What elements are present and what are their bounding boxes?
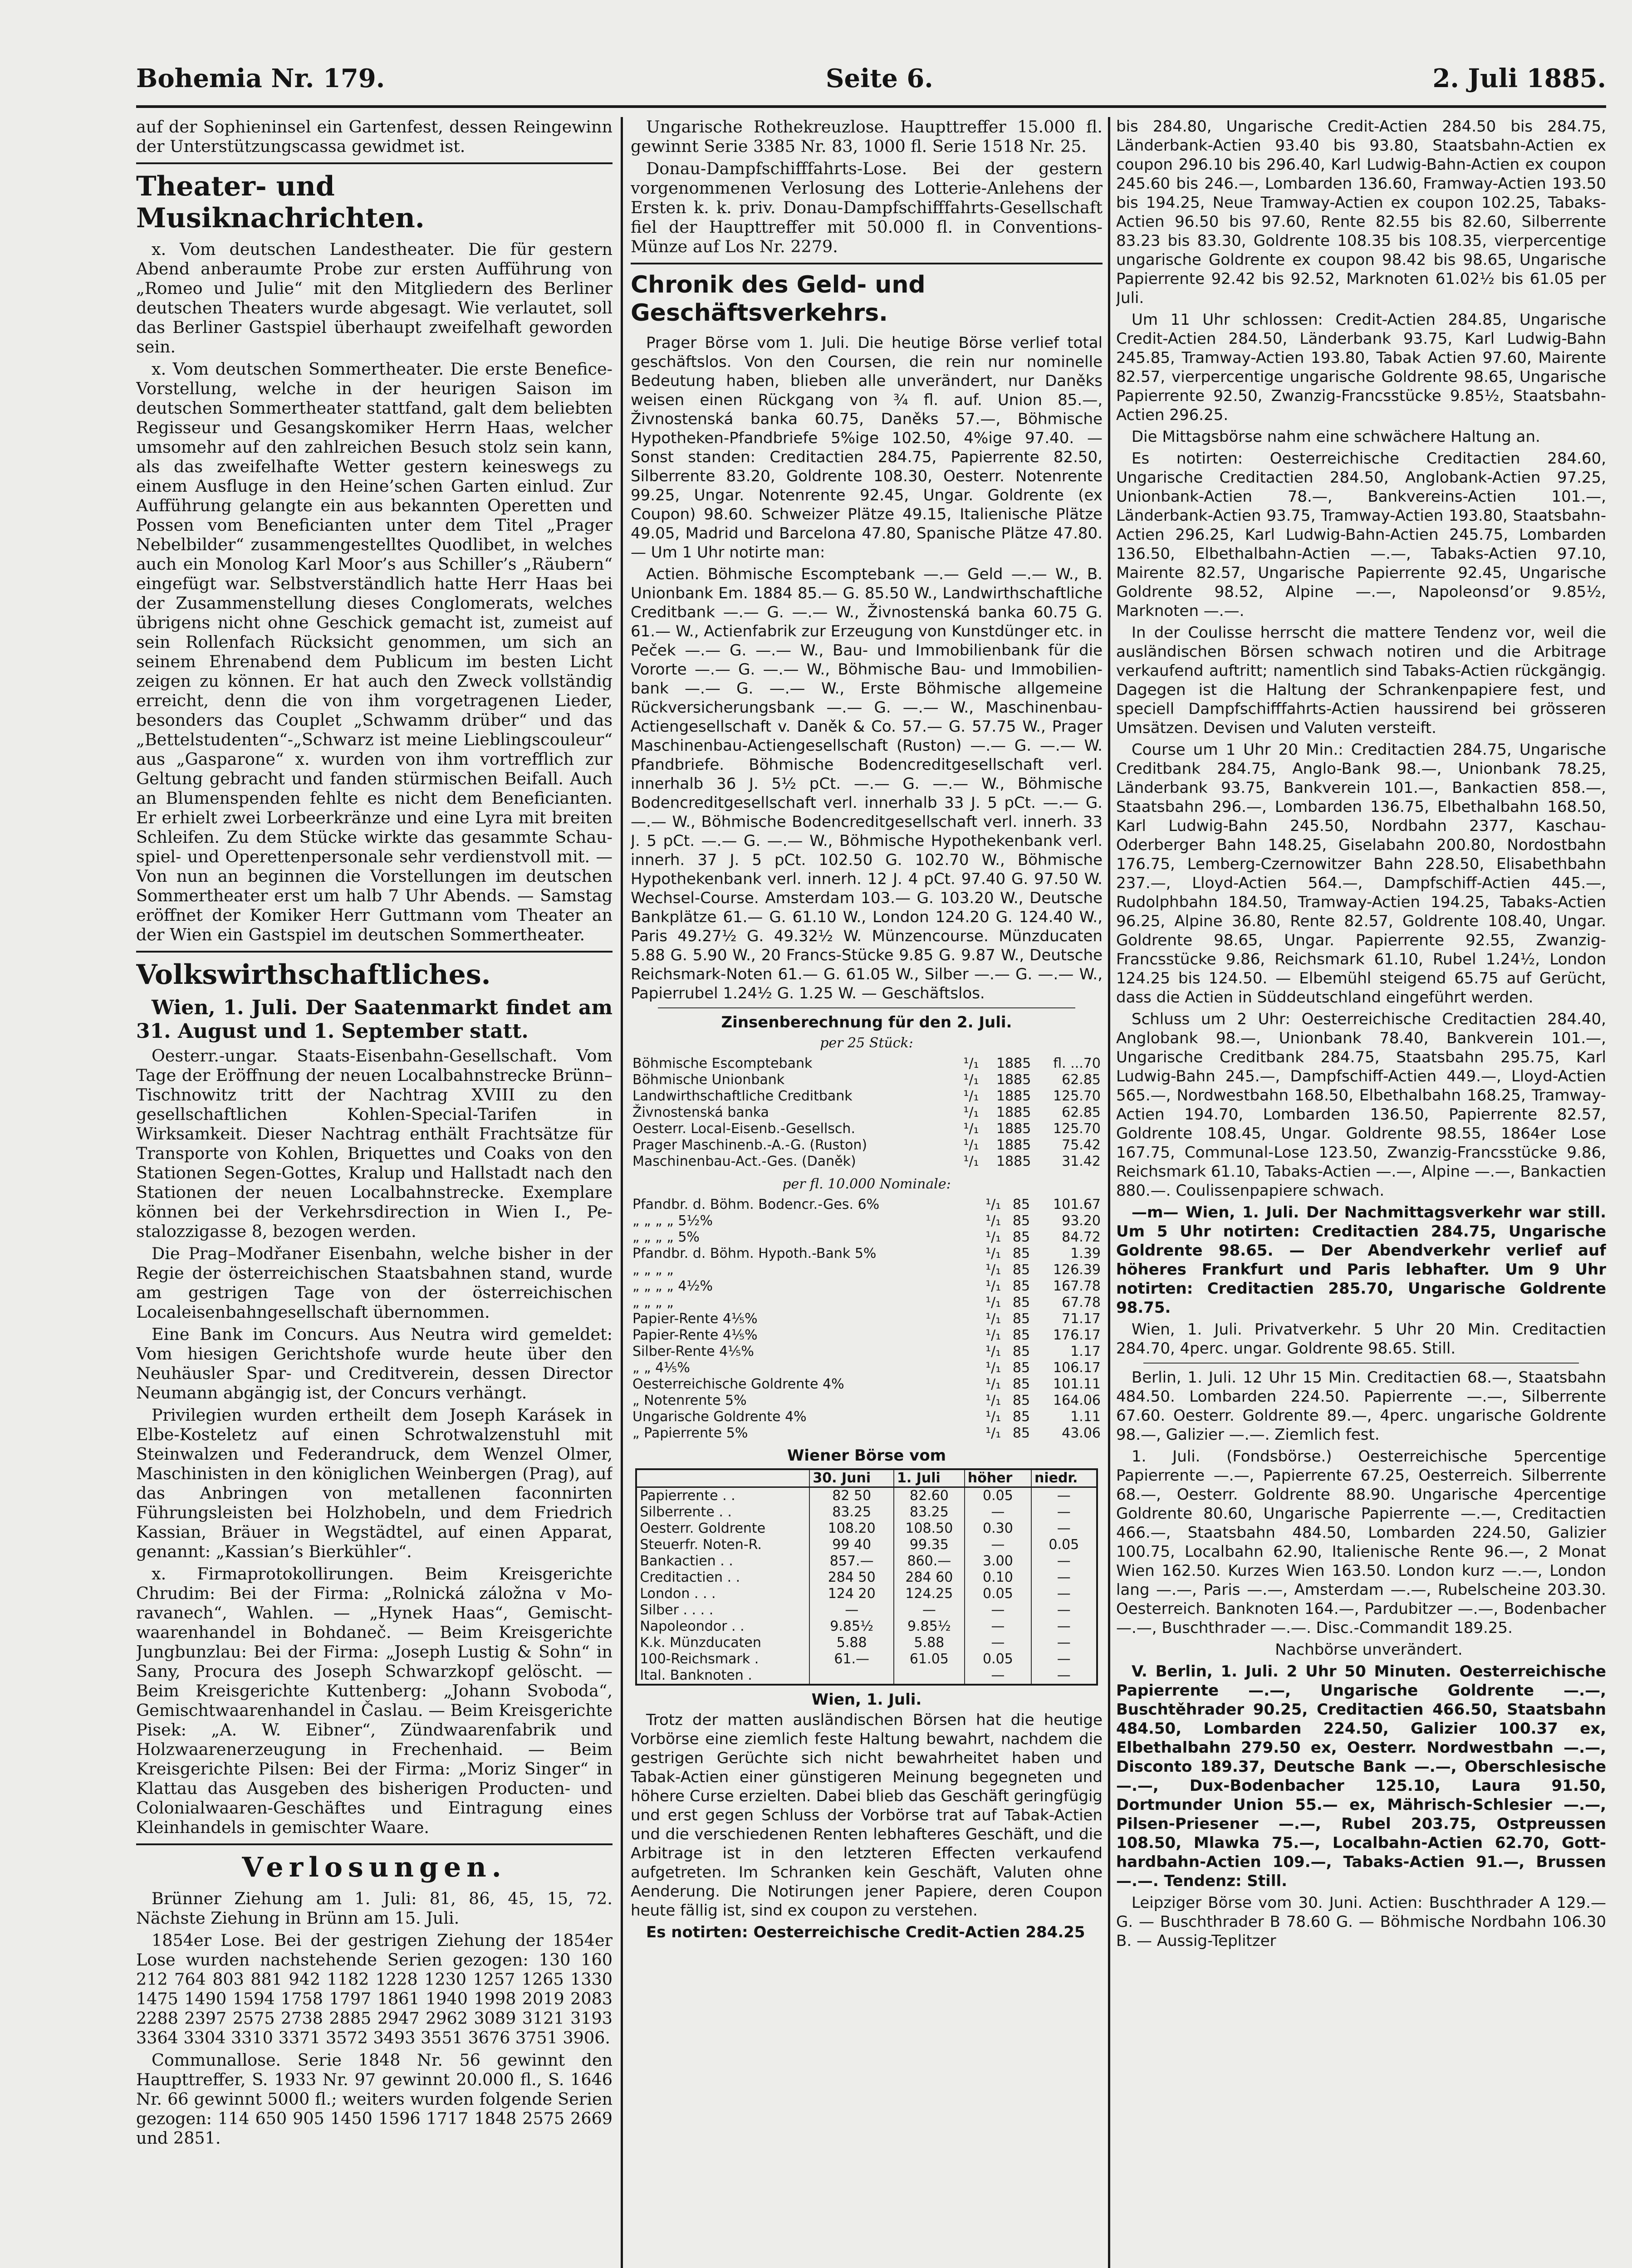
table-cell: 85 xyxy=(1012,1327,1030,1343)
interest-row xyxy=(631,1360,1103,1376)
table-cell: Papier-Rente 4⅕% xyxy=(632,1327,758,1343)
table-cell: ¹/₁ xyxy=(963,1121,979,1137)
table-cell: ¹/₁ xyxy=(963,1105,979,1120)
column-header xyxy=(636,1469,809,1487)
paragraph: Trotz der matten ausländischen Börsen hat die heutige Vorbörse eine ziemlich feste Haltung bewahrt, nachdem die gestrigen Gerüchte sich nicht bewahrheitet haben und Tabak-Actien einer günstigeren Meinung begegneten und höhere Curse erzielten. Dabei blieb das Geschäft geringfügig und erst gegen Schluss der Vorbörse trat auf Tabak-Actien und die verschiedenen Renten lebhafteres Geschäft, und die Arbitrage ist in den letzteren Effecten verkaufend aufgetreten. Im Schranken kein Geschäft, Valuten ohne Aenderung. Die Notirungen jener Papiere, deren Coupon heute fällig ist, sind ex coupon zu verstehen. xyxy=(631,1711,1103,1920)
exchange-row xyxy=(636,1520,1097,1537)
table-cell: 125.70 xyxy=(1053,1088,1101,1104)
table-cell: — xyxy=(965,1504,1031,1520)
table-cell: 1885 xyxy=(996,1072,1031,1088)
interest-row xyxy=(631,1197,1103,1213)
exchange-row xyxy=(636,1537,1097,1553)
paragraph: Es notirten: Oesterreichische Credit-Actien 284.25 xyxy=(646,1923,1085,1941)
table-cell: Oesterreichische Goldrente 4% xyxy=(632,1376,844,1392)
column-2 xyxy=(631,117,1103,2268)
table-cell: 93.20 xyxy=(1062,1213,1101,1229)
table-cell: ¹/₁ xyxy=(963,1154,979,1169)
table-cell: 176.17 xyxy=(1053,1327,1101,1343)
table-cell: Živnostenská banka xyxy=(632,1105,769,1120)
column-header: 30. Juni xyxy=(809,1469,894,1487)
table-cell: 0.30 xyxy=(965,1520,1031,1537)
table-cell: 84.72 xyxy=(1062,1229,1101,1245)
table-cell: London . . . xyxy=(636,1586,809,1602)
column-3 xyxy=(1116,117,1606,2268)
table-cell: fl. ...70 xyxy=(1053,1056,1101,1071)
table-cell: Silber-Rente 4⅕% xyxy=(632,1344,754,1359)
header-page-number: Seite 6. xyxy=(826,64,933,93)
interest-row xyxy=(631,1121,1103,1137)
table-cell: 284 60 xyxy=(894,1569,965,1586)
paragraph: Die Mittagsbörse nahm eine schwächere Haltung an. xyxy=(1132,428,1540,446)
table-cell: „ Notenrente 5% xyxy=(632,1393,747,1408)
interest-row xyxy=(631,1262,1103,1278)
paragraph: Wien, 1. Juli. Privatverkehr. 5 Uhr 20 Min. Creditactien 284.70, 4perc. ungar. Goldrente 98.65. Still. xyxy=(1116,1320,1606,1358)
table-cell: ¹/₁ xyxy=(985,1327,1001,1343)
table-cell: 1.39 xyxy=(1070,1246,1101,1261)
table-cell: ¹/₁ xyxy=(985,1262,1001,1278)
table-cell: 99.35 xyxy=(894,1537,965,1553)
section-heading-economy: Volkswirthschaftliches. xyxy=(136,959,491,991)
table-cell: Napoleondor . . xyxy=(636,1618,809,1635)
table-cell: ¹/₁ xyxy=(963,1056,979,1071)
paragraph: x. Vom deutschen Landestheater. Die für gestern Abend anberaumte Probe zur ersten Aufführung von „Romeo und Julie“ mit den Mitgliedern des Berliner deutschen Theaters wurde abgesagt. Wie verlautet, soll das Berliner Gastspiel überhaupt zweifelhaft geworden sein. xyxy=(136,240,613,357)
table-cell: 85 xyxy=(1012,1360,1030,1376)
interest-row xyxy=(631,1246,1103,1262)
table-cell: 9.85½ xyxy=(809,1618,894,1635)
table-cell: ¹/₁ xyxy=(985,1425,1001,1441)
table-cell: ¹/₁ xyxy=(985,1229,1001,1245)
table-cell: — xyxy=(1031,1520,1097,1537)
table-cell: 43.06 xyxy=(1062,1425,1101,1441)
table-cell: ¹/₁ xyxy=(963,1137,979,1153)
table-cell: Silberrente . . xyxy=(636,1504,809,1520)
vienna-exchange-title: Wiener Börse vom xyxy=(787,1447,946,1465)
table-cell: Böhmische Escomptebank xyxy=(632,1056,813,1071)
table-cell: 101.67 xyxy=(1053,1197,1101,1212)
table-cell: 62.85 xyxy=(1062,1105,1101,1120)
table-cell: 85 xyxy=(1012,1213,1030,1229)
table-cell: 3.00 xyxy=(965,1553,1031,1569)
paragraph: Ungarische Rothekreuzlose. Haupttreffer 15.000 fl. gewinnt Serie 3385 Nr. 83, 1000 fl. Serie 1518 Nr. 25. xyxy=(631,117,1103,156)
table-cell: 124 20 xyxy=(809,1586,894,1602)
table-cell: 1885 xyxy=(996,1121,1031,1137)
table-cell: ¹/₁ xyxy=(985,1393,1001,1408)
column-header: niedr. xyxy=(1031,1469,1097,1487)
table-cell: Steuerfr. Noten-R. xyxy=(636,1537,809,1553)
table-cell: 85 xyxy=(1012,1409,1030,1425)
table-cell: ¹/₁ xyxy=(985,1376,1001,1392)
table-cell: 67.78 xyxy=(1062,1295,1101,1310)
exchange-row xyxy=(636,1667,1097,1685)
table-cell: — xyxy=(1031,1667,1097,1685)
section-rule xyxy=(136,951,613,953)
header-date: 2. Juli 1885. xyxy=(1432,64,1606,93)
lead-paragraph: Wien, 1. Juli. Der Saatenmarkt findet am 31. August und 1. September statt. xyxy=(136,996,613,1043)
column-header: höher xyxy=(965,1469,1031,1487)
section-rule xyxy=(136,162,613,164)
paragraph: Berlin, 1. Juli. 12 Uhr 15 Min. Creditactien 68.—, Staatsbahn 484.50. Lombarden 224.50. Papierrente —.—, Silberrente 67.60. Oesterr. Goldrente 89.—, 4perc. ungarische Goldrente 98.—, Galizier —.—. Ziemlich fest. xyxy=(1116,1369,1606,1444)
table-cell: 85 xyxy=(1012,1197,1030,1212)
table-cell: 126.39 xyxy=(1053,1262,1101,1278)
table-cell: — xyxy=(1031,1586,1097,1602)
interest-row xyxy=(631,1137,1103,1154)
table-cell: ¹/₁ xyxy=(985,1311,1001,1327)
header-issue: Bohemia Nr. 179. xyxy=(136,64,385,93)
interest-row xyxy=(631,1278,1103,1295)
table-cell: 82 50 xyxy=(809,1487,894,1505)
interest-row xyxy=(631,1393,1103,1409)
table-cell: 82.60 xyxy=(894,1487,965,1505)
interest-row xyxy=(631,1425,1103,1442)
paragraph: Eine Bank im Concurs. Aus Neutra wird gemeldet: Vom hiesigen Gerichtshofe wurde heute über den Neuhäusler Spar- und Creditverein, dessen Director Neumann abgängig ist, der Concurs verhängt. xyxy=(136,1325,613,1403)
table-cell: 860.— xyxy=(894,1553,965,1569)
table-cell: „ „ „ „ xyxy=(632,1295,674,1310)
table-cell: 5.88 xyxy=(894,1635,965,1651)
table-cell: — xyxy=(1031,1569,1097,1586)
table-cell: 125.70 xyxy=(1053,1121,1101,1137)
column-divider xyxy=(1108,117,1110,2268)
table-cell: 1885 xyxy=(996,1088,1031,1104)
exchange-row xyxy=(636,1569,1097,1586)
column-1 xyxy=(136,117,613,2268)
exchange-row xyxy=(636,1651,1097,1667)
paragraph: auf der Sophieninsel ein Gartenfest, dessen Reingewinn der Unterstützungscassa gewidmet ist. xyxy=(136,117,613,156)
table-cell xyxy=(894,1667,965,1685)
table-cell: — xyxy=(965,1602,1031,1618)
table-cell: 85 xyxy=(1012,1376,1030,1392)
column-divider xyxy=(621,117,623,2268)
exchange-row xyxy=(636,1635,1097,1651)
paragraph: x. Firmaprotokollirungen. Beim Kreisgerichte Chrudim: Bei der Firma: „Rolnická záložna v Moravanech“, Wahlen. — „Hynek Haas“, Gemischtwaarenhandel in Bohdaneč. — Beim Kreisgerichte Jungbunzlau: Bei der Firma: „Joseph Lustig & Sohn“ in Sany, Procura des Joseph Schwarzkopf gelöscht. — Beim Kreisgerichte Kuttenberg: „Johann Svoboda“, Gemischtwaarenhandel in Časlau. — Beim Kreisgerichte Pisek: „A. W. Eibner“, Zündwaarenfabrik und Holzwaarenerzeugung in Frechenhaid. — Beim Kreisgerichte Pilsen: Bei der Firma: „Moriz Singer“ in Klattau das Ausgeben des bisherigen Producten- und Colonialwaaren-Geschäftes und Eintragung eines Kleinhandels in gemischter Waare. xyxy=(136,1564,613,1837)
vienna-report-title: Wien, 1. Juli. xyxy=(811,1691,922,1709)
table-cell: „ „ „ „ xyxy=(632,1262,674,1278)
paragraph: Die Prag–Modřaner Eisenbahn, welche bisher in der Regie der österreichischen Staatsbahnen stand, wurde am gestrigen Tage von der österreichischen Localeisenbahngesellschaft übernommen. xyxy=(136,1244,613,1322)
interest-row xyxy=(631,1229,1103,1246)
vienna-exchange-table xyxy=(635,1468,1098,1686)
table-cell: 108.20 xyxy=(809,1520,894,1537)
table-cell: 85 xyxy=(1012,1295,1030,1310)
column-header: 1. Juli xyxy=(894,1469,965,1487)
exchange-row xyxy=(636,1602,1097,1618)
table-cell: Oesterr. Goldrente xyxy=(636,1520,809,1537)
table-cell: Landwirthschaftliche Creditbank xyxy=(632,1088,853,1104)
table-cell: 85 xyxy=(1012,1425,1030,1441)
table-cell: 1.17 xyxy=(1070,1344,1101,1359)
table-cell: 0.10 xyxy=(965,1569,1031,1586)
paragraph: Es notirten: Oesterreichische Creditactien 284.60, Ungarische Creditactien 284.50, Anglobank-Actien 97.25, Unionbank-Actien 78.—, Bankvereins-Actien 101.—, Länderbank-Actien 93.75, Tramway-Actien 193.80, Staatsbahn-Actien 296.25, Karl Ludwig-Bahn-Actien 245.75, Lombarden 136.50, Elbethalbahn-Actien —.—, Tabaks-Actien 97.10, Mairente 82.57, Ungarische Papierrente 92.45, Ungarische Goldrente 98.52, Alpine —.—, Napoleonsd’or 9.85½, Marknoten —.—. xyxy=(1116,450,1606,620)
table-cell: — xyxy=(1031,1553,1097,1569)
table-cell: Bankactien . . xyxy=(636,1553,809,1569)
table-cell: 124.25 xyxy=(894,1586,965,1602)
interest-table-title: Zinsenberechnung für den 2. Juli. xyxy=(721,1013,1012,1031)
table-cell: 75.42 xyxy=(1062,1137,1101,1153)
table-cell: — xyxy=(1031,1618,1097,1635)
table-cell: — xyxy=(965,1667,1031,1685)
interest-row xyxy=(631,1344,1103,1360)
interest-row xyxy=(631,1376,1103,1393)
interest-row xyxy=(631,1327,1103,1344)
paragraph: Leipziger Börse vom 30. Juni. Actien: Buschthrader A 129.— G. — Buschthrader B 78.60 G. — Böhmische Nordbahn 106.30 B. — Aussig-Teplitzer xyxy=(1116,1894,1606,1950)
table-cell: 164.06 xyxy=(1053,1393,1101,1408)
paragraph: Actien. Böhmische Escomptebank —.— Geld —.— W., B. Unionbank Em. 1884 85.— G. 85.50 W., Landwirthschaftliche Creditbank —.— G. —.— W., Živnostenská banka 60.75 G. 61.— W., Actienfabrik zur Erzeugung von Kunstdünger etc. in Peček —.— G. —.— W., Bau- und Immobilienbank für die Vororte —.— G. —.— W., Böhmische Bau- und Immobilienbank —.— G. —.— W., Erste Böhmische allgemeine Rückversicherungsbank —.— G. —.— W., Maschinenbau-Actiengesellschaft v. Daněk & Co. 57.— G. 57.75 W., Prager Maschinenbau-Actiengesellschaft (Ruston) —.— G. —.— W. Pfandbriefe. Böhmische Bodencreditgesellschaft verl. innerhalb 36 J. 5½ pCt. —.— G. —.— W., Böhmische Bodencreditgesellschaft verl. innerhalb 33 J. 5 pCt. —.— G. —.— W., Böhmische Bodencreditgesellschaft verl. innerh. 33 J. 5 pCt. —.— G. —.— W., Böhmische Hypothekenbank verl. innerh. 37 J. 5 pCt. 102.50 G. 102.70 W., Böhmische Hypothekenbank verl. innerh. 12 J. 4 pCt. 97.40 G. 97.50 W. Wechsel-Course. Amsterdam 103.— G. 103.20 W., Deutsche Bankplätze 61.— G. 61.10 W., London 124.20 G. 124.40 W., Paris 49.27½ G. 49.32½ W. Münzencourse. Münzducaten 5.88 G. 5.90 W., 20 Francs-Stücke 9.85 G. 9.87 W., Deutsche Reichsmark-Noten 61.— G. 61.05 W., Silber —.— G. —.— W., Papierrubel 1.24½ G. 1.25 W. — Geschäftslos. xyxy=(631,565,1103,1002)
interest-table-subtitle: per fl. 10.000 Nominale: xyxy=(782,1176,951,1192)
paragraph: Um 11 Uhr schlossen: Credit-Actien 284.85, Ungarische Credit-Actien 284.50, Länderbank 93.75, Karl Ludwig-Bahn 245.85, Tramway-Actien 193.80, Tabak Actien 97.60, Mairente 82.57, vierpercentige ungarische Goldrente 98.65, Ungarische Papierrente 92.50, Zwanzig-Francsstücke 9.85½, Staatsbahn-Actien 296.25. xyxy=(1116,311,1606,424)
paragraph: x. Vom deutschen Sommertheater. Die erste Benefice-Vorstellung, welche in der heurigen Saison im deutschen Sommertheater stattfand, galt dem beliebten Regisseur und Gesangskomiker Herrn Haas, welcher umsomehr auf den zahlreichen Besuch stolz sein kann, als das zweifelhafte Wetter gestern keineswegs zu einem Ausfluge in den Heine’schen Garten einlud. Zur Aufführung gelangte ein aus bekannten Operetten und Possen vom Beneficianten unter dem Titel „Prager Nebelbilder“ zusammengestelltes Quodlibet, in welches auch ein Monolog Karl Moor’s aus Schiller’s „Räubern“ eingefügt war. Selbstverständlich hatte Herr Haas bei der Zusammenstellung dieses Conglomerats, welches übrigens nicht ohne Geschick gemacht ist, zumeist auf sein Rollenfach Rücksicht genommen, um sich an seinem Ehrenabend dem Publicum im besten Licht zeigen zu können. Er hat auch den Zweck vollständig erreicht, denn die von ihm vorgetragenen Lieder, besonders das Couplet „Schwamm drüber“ und das „Bettelstudenten“-„Schwarz ist meine Lieblingscouleur“ aus „Gasparone“ x. wurden von ihm vortrefflich zur Geltung gebracht und fanden stürmischen Beifall. Auch an Blumenspenden fehlte es nicht dem Beneficianten. Er erhielt zwei Lorbeerkränze und eine Lyra mit breiten Schleifen. Zu dem Stücke wirkte das gesammte Schauspiel- und Operettenpersonale sehr verdienstvoll mit. — Von nun an beginnen die Vorstellungen im deutschen Sommertheater erst um halb 7 Uhr Abends. — Samstag eröffnet der Komiker Herr Guttmann vom Theater an der Wien ein Gastspiel im deutschen Sommertheater. xyxy=(136,359,613,944)
table-cell: Silber . . . . xyxy=(636,1602,809,1618)
section-heading-theater: Theater- und Musiknachrichten. xyxy=(136,171,425,234)
table-cell: — xyxy=(965,1537,1031,1553)
table-cell: Ungarische Goldrente 4% xyxy=(632,1409,807,1425)
table-cell: Papierrente . . xyxy=(636,1487,809,1505)
table-cell: „ „ 4⅕% xyxy=(632,1360,690,1376)
interest-table-nominal xyxy=(631,1197,1103,1442)
table-cell: 0.05 xyxy=(965,1487,1031,1505)
table-cell: — xyxy=(1031,1651,1097,1667)
exchange-row xyxy=(636,1553,1097,1569)
table-cell: ¹/₁ xyxy=(985,1344,1001,1359)
table-cell: „ Papierrente 5% xyxy=(632,1425,748,1441)
interest-row xyxy=(631,1409,1103,1425)
paragraph: bis 284.80, Ungarische Credit-Actien 284.50 bis 284.75, Länderbank-Actien 93.40 bis 93.80, Staatsbahn-Actien ex coupon 296.10 bis 296.40, Karl Ludwig-Bahn-Actien ex coupon 245.60 bis 246.—, Lombarden 136.60, Framway-Actien 193.50 bis 194.25, Neue Tramway-Actien ex coupon 102.25, Tabaks-Actien 96.50 bis 97.60, Rente 82.55 bis 82.60, Silberrente 83.23 bis 83.30, Goldrente 108.35 bis 108.35, vierpercentige ungarische Goldrente ex coupon 98.42 bis 98.65, Ungarische Papierrente 92.42 bis 92.52, Marknoten 61.02½ bis 61.05 per Juli. xyxy=(1116,117,1606,307)
table-cell: — xyxy=(1031,1635,1097,1651)
paragraph: Schluss um 2 Uhr: Oesterreichische Creditactien 284.40, Anglobank 98.—, Unionbank 78.40, Bankverein 101.—, Ungarische Creditbank 284.75, Staatsbahn 295.75, Karl Ludwig-Bahn 245.—, Dampfschiff-Actien 449.—, Lloyd-Actien 565.—, Nordwestbahn 168.50, Elbethalbahn 168.25, Tramway-Actien 194.70, Lombarden 136.50, Papierrente 82.57, Goldrente 108.45, Ungar. Goldrente 98.55, 1864er Lose 167.75, Communal-Lose 123.50, Zwanzig-Francsstücke 9.86, Reichsmark 61.10, Tabaks-Actien —.—, Alpine —.—, Bankactien 880.—. Coulissenpapiere schwach. xyxy=(1116,1010,1606,1200)
table-cell: 71.17 xyxy=(1062,1311,1101,1327)
interest-row xyxy=(631,1072,1103,1088)
paragraph: Nachbörse unverändert. xyxy=(1275,1641,1463,1659)
table-cell: Papier-Rente 4⅕% xyxy=(632,1311,758,1327)
table-cell: 1885 xyxy=(996,1105,1031,1120)
table-cell: Ital. Banknoten . xyxy=(636,1667,809,1685)
interest-table xyxy=(631,1056,1103,1170)
table-cell: 1885 xyxy=(996,1137,1031,1153)
exchange-row xyxy=(636,1586,1097,1602)
section-heading-lottery: Verlosungen. xyxy=(242,1852,507,1883)
table-cell: 167.78 xyxy=(1053,1278,1101,1294)
table-cell: 61.— xyxy=(809,1651,894,1667)
section-rule xyxy=(631,263,1103,264)
table-cell: Böhmische Unionbank xyxy=(632,1072,785,1088)
table-cell: ¹/₁ xyxy=(985,1360,1001,1376)
table-cell: Prager Maschinenb.-A.-G. (Ruston) xyxy=(632,1137,867,1153)
table-cell: Creditactien . . xyxy=(636,1569,809,1586)
table-cell: „ „ „ „ 4½% xyxy=(632,1278,713,1294)
table-cell: — xyxy=(894,1602,965,1618)
table-cell: — xyxy=(1031,1602,1097,1618)
table-cell: 85 xyxy=(1012,1262,1030,1278)
interest-table-subtitle: per 25 Stück: xyxy=(820,1035,913,1051)
table-cell: 1885 xyxy=(996,1056,1031,1071)
paragraph: Communallose. Serie 1848 Nr. 56 gewinnt den Haupttreffer, S. 1933 Nr. 97 gewinnt 20.000 fl., S. 1646 Nr. 66 gewinnt 5000 fl.; weiters wurden folgende Serien gezogen: 114 650 905 1450 1596 1717 1848 2575 2669 und 2851. xyxy=(136,2050,613,2148)
exchange-row xyxy=(636,1618,1097,1635)
table-cell: 85 xyxy=(1012,1311,1030,1327)
table-cell: „ „ „ „ 5% xyxy=(632,1229,700,1245)
table-cell: 99 40 xyxy=(809,1537,894,1553)
running-header xyxy=(136,64,1606,100)
paragraph: Prager Börse vom 1. Juli. Die heutige Börse verlief total geschäftslos. Von den Coursen, die rein nur nominelle Bedeutung haben, blieben alle unverändert, nur Daněks weisen einen Rückgang von ¾ fl. auf. Union 85.—, Živnostenská banka 60.75, Daněks 57.—, Böhmische Hypotheken-Pfandbriefe 5%ige 102.50, 4%ige 97.40. — Sonst standen: Creditactien 284.75, Papierrente 82.50, Silberrente 83.20, Goldrente 108.30, Oesterr. Notenrente 99.25, Ungar. Notenrente 92.45, Ungar. Goldrente (ex Coupon) 98.60. Schweizer Plätze 49.15, Italienische Plätze 49.05, Madrid und Barcelona 47.80, Spanische Plätze 47.80. — Um 1 Uhr notirte man: xyxy=(631,334,1103,562)
lead-paragraph: —m— Wien, 1. Juli. Der Nachmittagsverkehr war still. Um 5 Uhr notirten: Creditactien 284.75, Ungarische Goldrente 98.65. — Der Abendverkehr verlief auf höheres Frankfurt und Paris lebhafter. Um 9 Uhr notirten: Creditactien 285.70, Ungarische Goldrente 98.75. xyxy=(1116,1203,1606,1317)
table-cell: Pfandbr. d. Böhm. Hypoth.-Bank 5% xyxy=(632,1246,877,1261)
table-cell: 31.42 xyxy=(1062,1154,1101,1169)
table-cell: 106.17 xyxy=(1053,1360,1101,1376)
paragraph: Course um 1 Uhr 20 Min.: Creditactien 284.75, Ungarische Creditbank 284.75, Anglo-Bank 98.—, Unionbank 78.25, Länderbank 93.75, Bankverein 101.—, Bankactien 858.—, Staatsbahn 296.—, Lombarden 136.75, Elbethalbahn 168.50, Karl Ludwig-Bahn 245.50, Nordbahn 2377, Kaschau-Oderberger Bahn 148.25, Giselabahn 200.80, Nordostbahn 176.75, Lemberg-Czernowitzer Bahn 228.50, Elisabethbahn 237.—, Lloyd-Actien 564.—, Dampfschiff-Actien 445.—, Rudolphbahn 184.50, Tramway-Actien 194.25, Tabaks-Actien 96.25, Alpine 36.80, Rente 82.57, Goldrente 108.40, Ungar. Goldrente 98.65, Ungar. Papierrente 92.55, Zwanzig-Francsstücke 9.86, Reichsmark 61.10, Rubel 1.24½, London 124.25 bis 124.50. — Elbemühl steigend 65.75 auf Gerücht, dass die Actien in Süddeutschland eingeführt werden. xyxy=(1116,741,1606,1007)
interest-row xyxy=(631,1295,1103,1311)
table-cell: K.k. Münzducaten xyxy=(636,1635,809,1651)
table-cell: ¹/₁ xyxy=(963,1072,979,1088)
exchange-row xyxy=(636,1487,1097,1505)
table-cell: 61.05 xyxy=(894,1651,965,1667)
table-cell: — xyxy=(965,1618,1031,1635)
table-cell: ¹/₁ xyxy=(985,1295,1001,1310)
table-cell: 857.— xyxy=(809,1553,894,1569)
table-cell: „ „ „ „ 5½% xyxy=(632,1213,713,1229)
interest-row xyxy=(631,1154,1103,1170)
table-cell: 85 xyxy=(1012,1393,1030,1408)
header-rule xyxy=(136,105,1606,108)
table-cell: 62.85 xyxy=(1062,1072,1101,1088)
section-heading-chronicle: Chronik des Geld- und Geschäftsverkehrs. xyxy=(631,271,926,327)
table-cell: Maschinenbau-Act.-Ges. (Daněk) xyxy=(632,1154,856,1169)
paragraph: 1854er Lose. Bei der gestrigen Ziehung der 1854er Lose wurden nachstehende Serien gezogen: 130 160 212 764 803 881 942 1182 1228 1230 1257 1265 1330 1475 1490 1594 1758 1797 1861 1940 1998 2019 2083 2288 2397 2575 2738 2885 2947 2962 3089 3121 3193 3364 3304 3310 3371 3572 3493 3551 3676 3751 3906. xyxy=(136,1931,613,2048)
table-cell: 1.11 xyxy=(1070,1409,1101,1425)
table-cell: 85 xyxy=(1012,1229,1030,1245)
paragraph: Oesterr.-ungar. Staats-Eisenbahn-Gesellschaft. Vom Tage der Eröffnung der neuen Localbahnstrecke Brünn–Tischnowitz tritt der Nachtrag XVIII zu den gesellschaftlichen Kohlen-Special-Tarifen in Wirksamkeit. Dieser Nachtrag enthält Frachtsätze für Transporte von Kohlen, Briquettes und Coaks von den Stationen Segen-Gottes, Kralup und Hallstadt nach den Stationen der neuen Localbahnstrecke. Exemplare können bei der Verkehrsdirection in Wien I., Pestalozzigasse 8, bezogen werden. xyxy=(136,1046,613,1241)
rule xyxy=(658,1007,1075,1008)
table-cell: Pfandbr. d. Böhm. Bodencr.-Ges. 6% xyxy=(632,1197,880,1212)
table-cell: — xyxy=(1031,1487,1097,1505)
table-cell: 108.50 xyxy=(894,1520,965,1537)
interest-row xyxy=(631,1056,1103,1072)
rule xyxy=(1143,1363,1579,1364)
table-cell: 83.25 xyxy=(894,1504,965,1520)
table-cell: 5.88 xyxy=(809,1635,894,1651)
table-cell: 100-Reichsmark . xyxy=(636,1651,809,1667)
table-cell: 83.25 xyxy=(809,1504,894,1520)
paragraph: Donau-Dampfschifffahrts-Lose. Bei der gestern vorgenommenen Verlosung des Lotterie-Anlehens der Ersten k. k. priv. Donau-Dampfschifffahrts-Gesellschaft fiel der Haupttreffer mit 50.000 fl. in Conventions-Münze auf Los Nr. 2279. xyxy=(631,159,1103,256)
table-cell: 0.05 xyxy=(965,1586,1031,1602)
interest-row xyxy=(631,1088,1103,1105)
paragraph: Privilegien wurden ertheilt dem Joseph Karásek in Elbe-Kosteletz auf einen Schrotwalzenstuhl mit Steinwalzen und Federandruck, dem Wenzel Olmer, Maschinisten in den königlichen Weinbergen (Prag), auf das Anbringen von metallenen faconnirten Führungsleisten bei Holzhobeln, und dem Friedrich Kassian, Bräuer in Wegstädtel, auf einen Apparat, genannt: „Kassian’s Bierkühler“. xyxy=(136,1405,613,1561)
exchange-row xyxy=(636,1504,1097,1520)
table-cell: 0.05 xyxy=(965,1651,1031,1667)
interest-row xyxy=(631,1213,1103,1229)
table-cell: — xyxy=(809,1602,894,1618)
table-cell: ¹/₁ xyxy=(963,1088,979,1104)
paragraph: 1. Juli. (Fondsbörse.) Oesterreichische 5percentige Papierrente —.—, Papierrente 67.25, Oesterreich. Silberrente 68.—, Oesterr. Goldrente 88.90. Ungarische 4percentige Goldrente 80.60, Ungarische Papierrente —.—, Creditactien 466.—, Staatsbahn 484.50, Lombarden 224.50, Galizier 100.75, Localbahn 62.90, Italienische Rente 96.—, 2 Monat Wien 162.50. Kurzes Wien 163.50. London kurz —.—, London lang —.—, Paris —.—, Amsterdam —.—, Rubelscheine 203.30. Oesterreich. Banknoten 164.—, Pardubitzer —.—, Bodenbacher —.—, Buschthrader —.—. Disc.-Commandit 189.25. xyxy=(1116,1447,1606,1637)
table-cell: — xyxy=(1031,1504,1097,1520)
paragraph: In der Coulisse herrscht die mattere Tendenz vor, weil die ausländischen Börsen schwach notiren und die Arbitrage verkaufend auftritt; namentlich sind Tabaks-Actien rückgängig. Dagegen ist die Haltung der Schrankenpapiere fest, und speciell Dampfschifffahrts-Actien haussirend bei grösseren Umsätzen. Devisen und Valuten versteift. xyxy=(1116,624,1606,737)
table-cell: 284 50 xyxy=(809,1569,894,1586)
interest-row xyxy=(631,1311,1103,1327)
table-cell: Oesterr. Local-Eisenb.-Gesellsch. xyxy=(632,1121,855,1137)
section-rule xyxy=(136,1843,613,1845)
table-cell: 1885 xyxy=(996,1154,1031,1169)
table-cell: — xyxy=(965,1635,1031,1651)
table-cell: ¹/₁ xyxy=(985,1409,1001,1425)
table-cell: ¹/₁ xyxy=(985,1278,1001,1294)
table-cell: ¹/₁ xyxy=(985,1213,1001,1229)
table-cell: ¹/₁ xyxy=(985,1246,1001,1261)
table-cell xyxy=(809,1667,894,1685)
table-cell: 0.05 xyxy=(1031,1537,1097,1553)
paragraph: Brünner Ziehung am 1. Juli: 81, 86, 45, 15, 72. Nächste Ziehung in Brünn am 15. Juli. xyxy=(136,1889,613,1928)
table-cell: 9.85½ xyxy=(894,1618,965,1635)
table-cell: 85 xyxy=(1012,1344,1030,1359)
table-cell: 101.11 xyxy=(1053,1376,1101,1392)
lead-paragraph: V. Berlin, 1. Juli. 2 Uhr 50 Minuten. Oesterreichische Papierrente —.—, Ungarische Goldrente —.—, Buschtěhrader 90.25, Creditactien 466.50, Staatsbahn 484.50, Lombarden 224.50, Galizier 100.37 ex, Elbethalbahn 279.50 ex, Oesterr. Nordwestbahn —.—, Disconto 189.37, Deutsche Bank —.—, Oberschlesische —.—, Dux-Bodenbacher 125.10, Laura 91.50, Dortmunder Union 55.— ex, Mährisch-Schlesier —.—, Pilsen-Priesener —.—, Rubel 203.75, Ostpreussen 108.50, Mlawka 75.—, Localbahn-Actien 62.70, Gotthardbahn-Actien 109.—, Tabaks-Actien 91.—, Brussen —.—. Tendenz: Still. xyxy=(1116,1662,1606,1890)
table-cell: 85 xyxy=(1012,1246,1030,1261)
table-cell: 85 xyxy=(1012,1278,1030,1294)
interest-row xyxy=(631,1105,1103,1121)
table-cell: ¹/₁ xyxy=(985,1197,1001,1212)
